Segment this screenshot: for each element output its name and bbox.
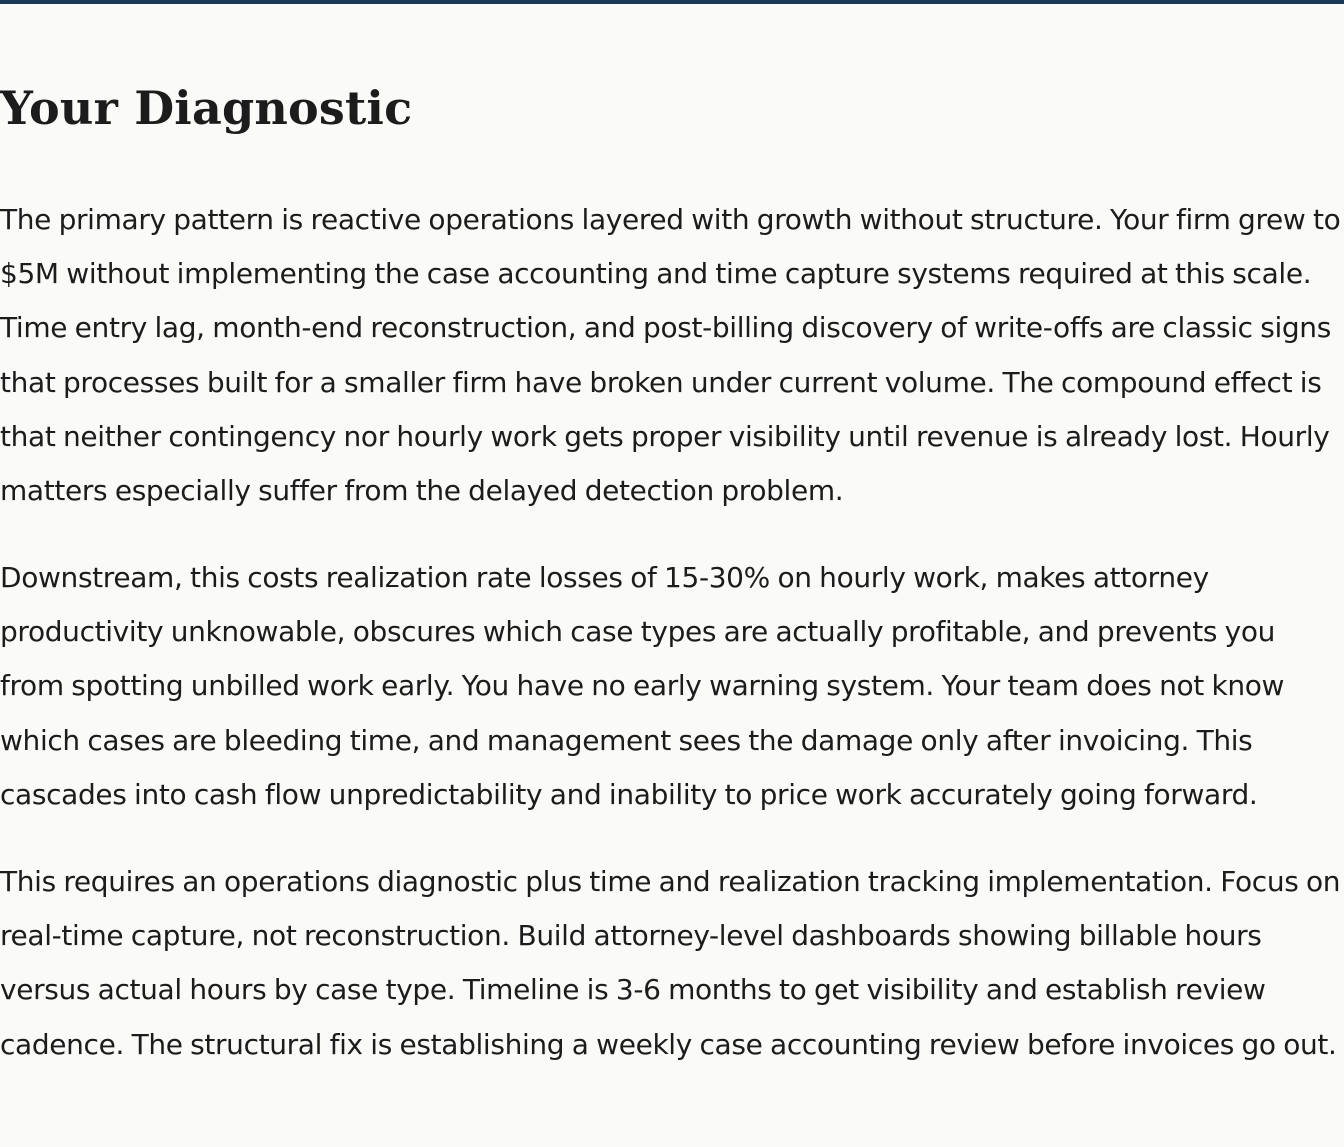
- diagnostic-paragraph-pattern: The primary pattern is reactive operations layered with growth without structure. Your firm grew to $5M without implementing the case accounting and time capture systems required at this scale. Time entry lag, month-end reconstruction, and post-billing discovery of write-offs are classic signs that processes built for a smaller firm have broken under current volume. The compound effect is that neither contingency nor hourly work gets proper visibility until revenue is already lost. Hourly matters especially suffer from the delayed detection problem.: [0, 203, 1341, 508]
- diagnostic-paragraph-impact: Downstream, this costs realization rate losses of 15-30% on hourly work, makes attorney productivity unknowable, obscures which case types are actually profitable, and prevents you from spotting unbilled work early. You have no early warning system. Your team does not know which cases are bleeding time, and management sees the damage only after invoicing. This cascades into cash flow unpredictability and inability to price work accurately going forward.: [0, 561, 1285, 811]
- diagnostic-paragraph-recommendation: This requires an operations diagnostic plus time and realization tracking implementation. Focus on real-time capture, not reconstruction. Build attorney-level dashboards showing billable hours versus actual hours by case type. Timeline is 3-6 months to get visibility and establish review cadence. The structural fix is establishing a weekly case accounting review before invoices go out.: [0, 865, 1341, 1061]
- page-title: Your Diagnostic: [0, 81, 413, 135]
